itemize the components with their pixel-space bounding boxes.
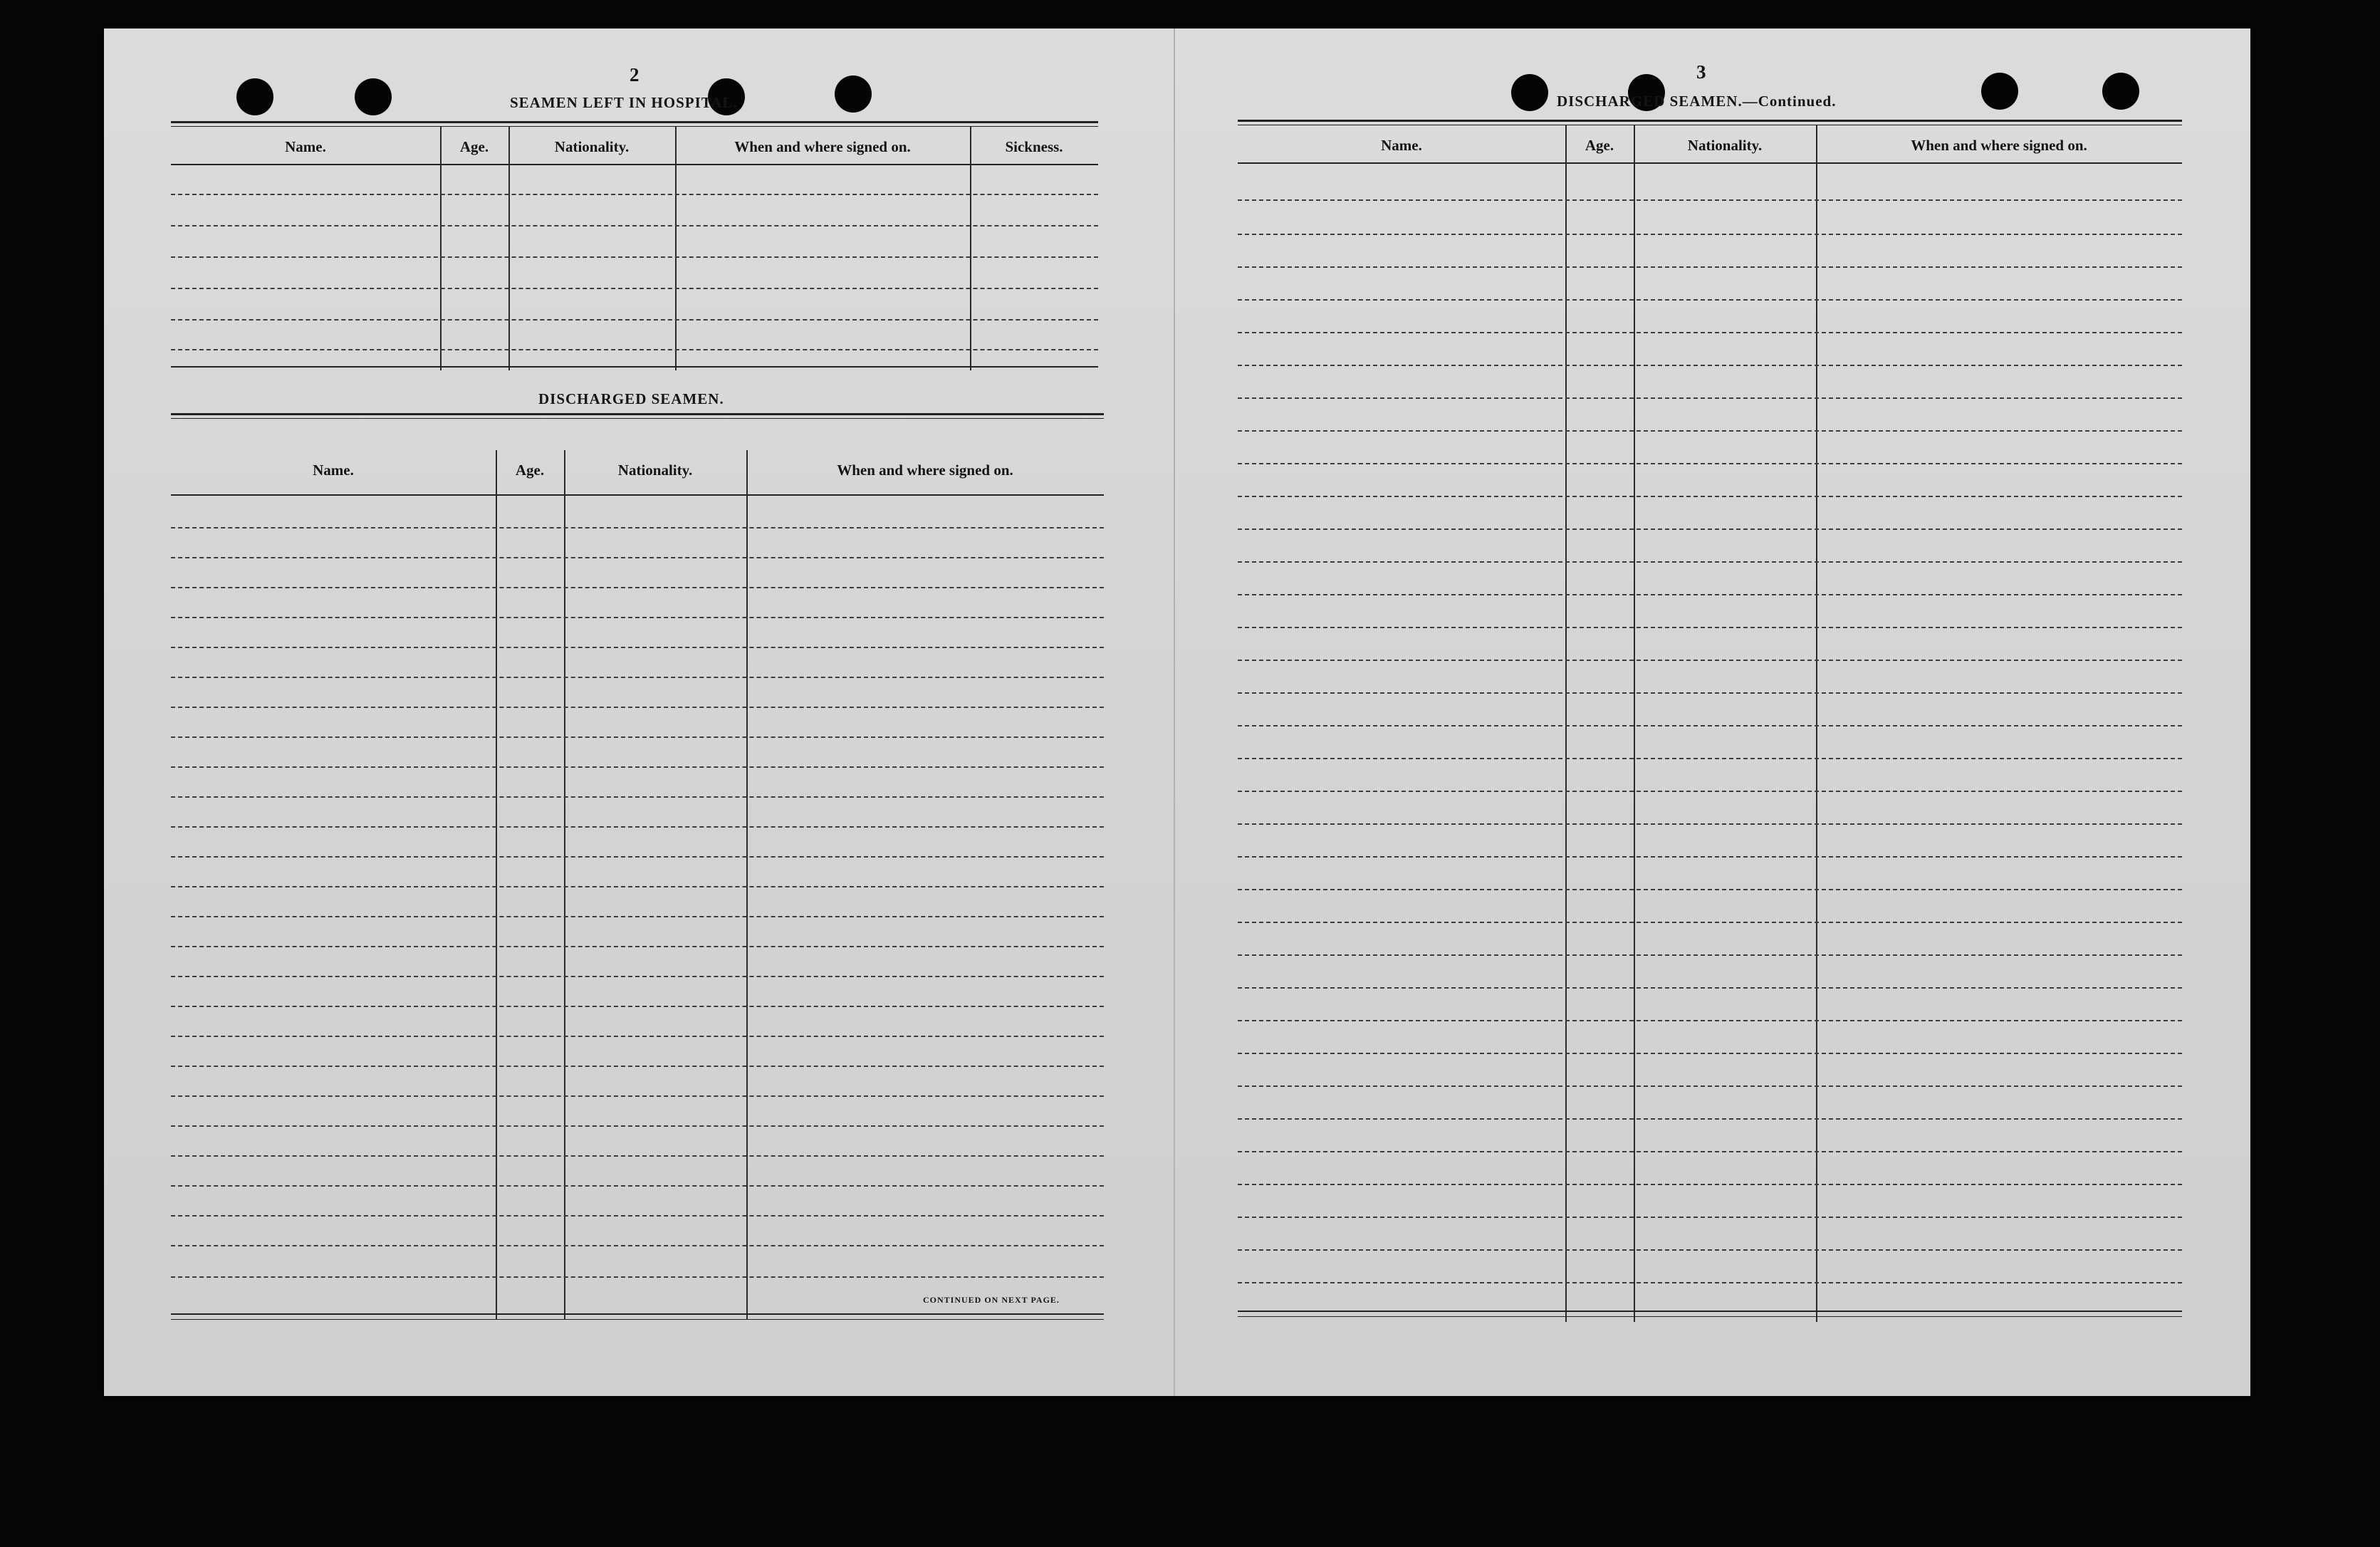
discharged-col-name: Name.	[313, 462, 354, 479]
page-number-left: 2	[630, 64, 640, 85]
document-sheet	[104, 28, 2250, 1396]
discharged-col-signed-on: When and where signed on.	[837, 462, 1013, 479]
punch-hole	[236, 78, 273, 115]
hospital-col-sickness: Sickness.	[1005, 138, 1063, 155]
discharged-continued-title: DISCHARGED SEAMEN.—Continued.	[1557, 93, 1837, 110]
right-col-name: Name.	[1381, 137, 1422, 154]
continued-note: CONTINUED ON NEXT PAGE.	[923, 1295, 1060, 1305]
discharged-table-left	[171, 413, 1104, 1325]
discharged-col-age: Age.	[515, 462, 545, 479]
punch-hole	[355, 78, 392, 115]
page-fold	[1174, 28, 1175, 1396]
hospital-col-name: Name.	[285, 138, 326, 155]
discharged-table-right	[1238, 120, 2182, 1325]
hospital-section-title: SEAMEN LEFT IN HOSPITAL.	[510, 94, 738, 111]
discharged-section-title: DISCHARGED SEAMEN.	[538, 390, 724, 407]
right-col-nationality: Nationality.	[1687, 137, 1763, 154]
punch-hole	[835, 75, 872, 113]
hospital-col-signed-on: When and where signed on.	[734, 138, 911, 155]
right-col-age: Age.	[1585, 137, 1614, 154]
punch-hole	[1511, 74, 1548, 111]
punch-hole	[1981, 73, 2018, 110]
discharged-col-nationality: Nationality.	[617, 462, 693, 479]
hospital-col-age: Age.	[459, 138, 489, 155]
page-number-right: 3	[1696, 61, 1706, 83]
hospital-col-nationality: Nationality.	[554, 138, 630, 155]
punch-hole	[2102, 73, 2139, 110]
right-col-signed-on: When and where signed on.	[1911, 137, 2087, 154]
hospital-table	[171, 121, 1098, 406]
